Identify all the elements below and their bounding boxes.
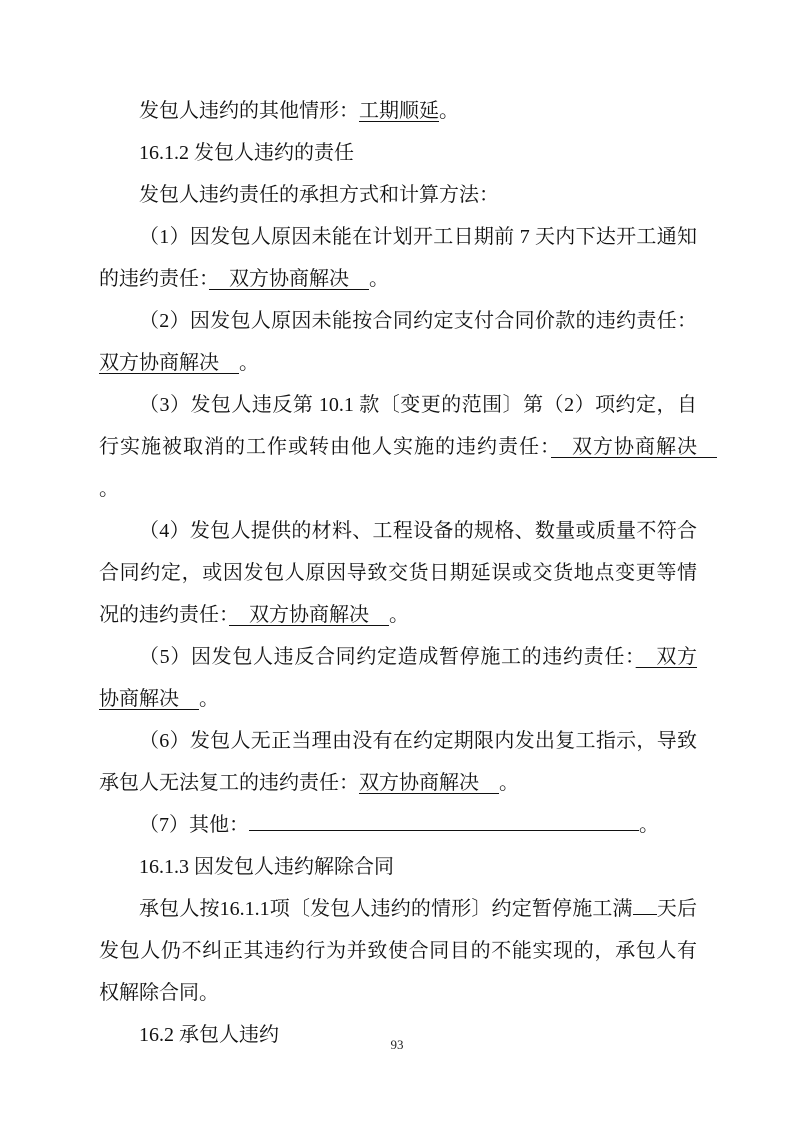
page-footer bbox=[0, 1036, 794, 1054]
filled-in-answer: 双方协商解决 bbox=[551, 436, 717, 458]
item-5 bbox=[99, 636, 697, 720]
intro-liability bbox=[99, 174, 697, 216]
text-run: 。 bbox=[639, 814, 659, 836]
text-run: （6）发包人无正当理由没有在约定期限内发出复工指示，导致承包人无法复工的违约责任： bbox=[99, 730, 697, 794]
item-3 bbox=[99, 384, 717, 510]
item-2 bbox=[99, 300, 697, 384]
text-run: （7）其他： bbox=[139, 814, 249, 836]
item-1 bbox=[99, 216, 697, 300]
text-run: （3）发包人违反第 10.1 款〔变更的范围〕第（2）项约定，自行实施被取消的工作或转由他人实施的违约责任： bbox=[99, 394, 697, 458]
item-4 bbox=[99, 510, 697, 636]
item-7 bbox=[99, 804, 697, 846]
document-body bbox=[99, 90, 717, 1056]
heading-16-1-3 bbox=[99, 846, 697, 888]
blank-fill-in bbox=[633, 897, 657, 915]
text-run: 16.2 承包人违约 bbox=[139, 1024, 279, 1046]
text-run: 承包人按16.1.1项〔发包人违约的情形〕约定暂停施工满 bbox=[139, 898, 633, 920]
text-run: 发包人违约的其他情形： bbox=[139, 100, 359, 122]
text-run: 。 bbox=[499, 772, 519, 794]
text-run: 发包人违约责任的承担方式和计算方法： bbox=[139, 184, 499, 206]
text-run: 。 bbox=[199, 688, 219, 710]
filled-in-answer: 双方协商解决 bbox=[229, 604, 389, 626]
clause-16-1-3-body bbox=[99, 888, 697, 1014]
filled-in-answer: 双方协商解决 bbox=[209, 268, 369, 290]
item-6 bbox=[99, 720, 697, 804]
text-run: 。 bbox=[369, 268, 389, 290]
filled-in-answer: 双方协商解决 bbox=[99, 646, 698, 710]
heading-16-1-2 bbox=[99, 132, 697, 174]
blank-fill-in bbox=[249, 813, 639, 831]
text-run: 天后发包人仍不纠正其违约行为并致使合同目的不能实现的，承包人有权解除合同。 bbox=[99, 898, 698, 1004]
text-run: 16.1.2 发包人违约的责任 bbox=[139, 142, 354, 164]
text-run: 16.1.3 因发包人违约解除合同 bbox=[139, 856, 394, 878]
text-run: （1）因发包人原因未能在计划开工日期前 7 天内下达开工通知的违约责任： bbox=[99, 226, 697, 290]
filled-in-answer: 双方协商解决 bbox=[359, 772, 499, 794]
text-run: 。 bbox=[389, 604, 409, 626]
text-run: 。 bbox=[239, 352, 259, 374]
text-run: （4）发包人提供的材料、工程设备的规格、数量或质量不符合合同约定，或因发包人原因导致交货日期延误或交货地点变更等情况的违约责任： bbox=[99, 520, 697, 626]
text-run: （2）因发包人原因未能按合同约定支付合同价款的违约责任： bbox=[139, 310, 697, 332]
text-run: 。 bbox=[99, 478, 119, 500]
text-run: （5）因发包人违反合同约定造成暂停施工的违约责任： bbox=[139, 646, 636, 668]
clause-other-breach bbox=[99, 90, 697, 132]
text-run: 。 bbox=[439, 100, 459, 122]
filled-in-answer: 双方协商解决 bbox=[99, 352, 239, 374]
filled-in-answer: 工期顺延 bbox=[359, 100, 439, 122]
page-number: 93 bbox=[390, 1037, 404, 1052]
